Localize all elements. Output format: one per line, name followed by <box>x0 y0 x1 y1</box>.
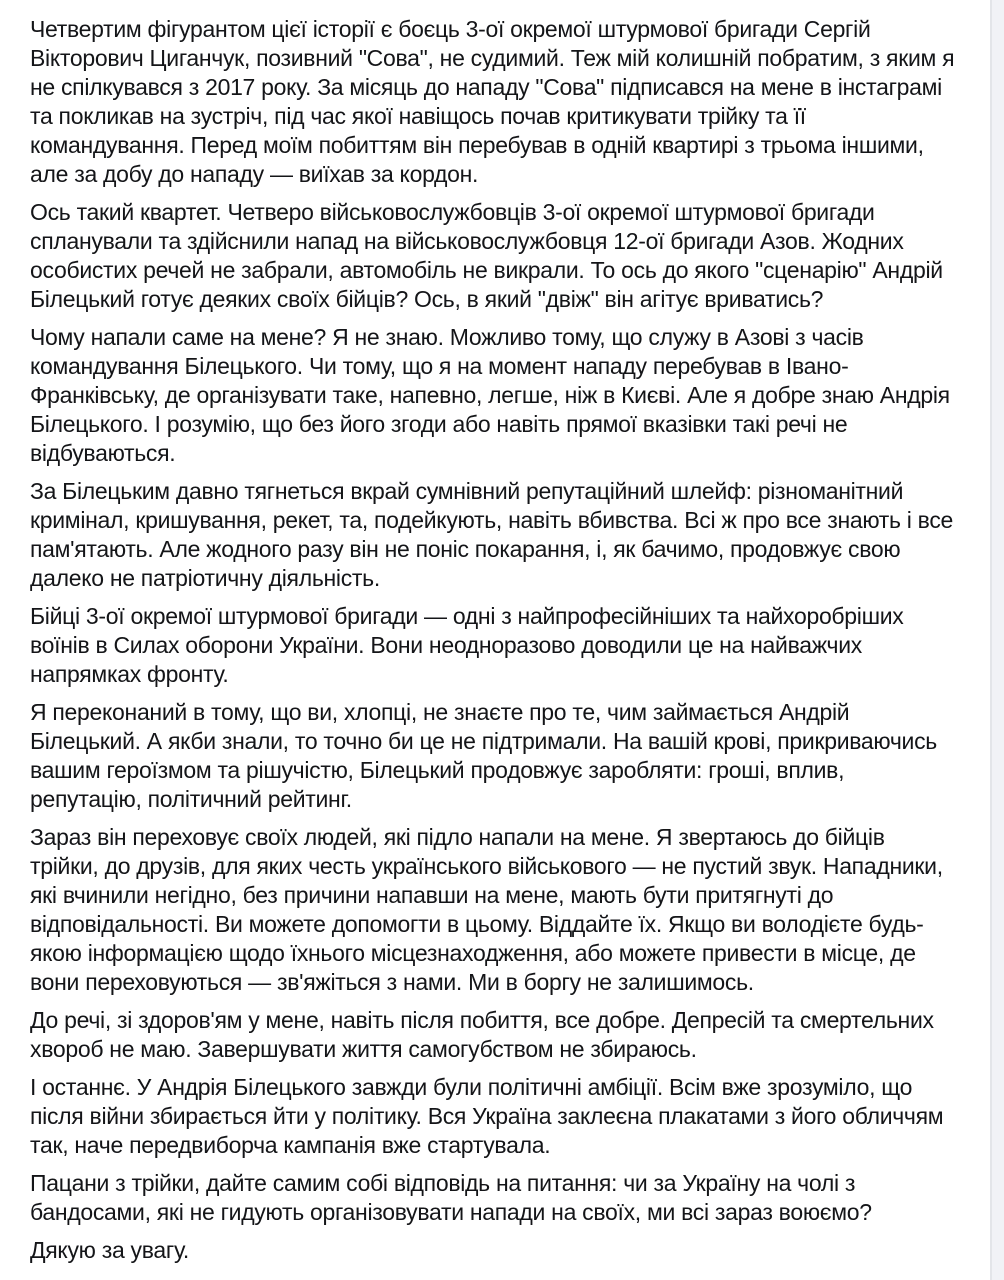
post-paragraph: Ось такий квартет. Четверо військовослужбовців 3-ої окремої штурмової бригади спланували та здійснили напад на військовослужбовця 12-ої бригади Азов. Жодних особистих речей не забрали, автомобіль не викрали. То ось до якого "сценарію" Андрій Білецький готує деяких своїх бійців? Ось, в який "двіж" він агітує вриватись? <box>30 199 943 312</box>
post-paragraph: Зараз він переховує своїх людей, які підло напали на мене. Я звертаюсь до бійців трійки, до друзів, для яких честь українського військового — не пустий звук. Нападники, які вчинили негідно, без причини напавши на мене, мають бути притягнуті до відповідальності. Ви можете допомогти в цьому. Віддайте їх. Якщо ви володієте будь-якою інформацією щодо їхнього місцезнаходження, або можете привести в місце, де вони переховуються — зв'яжіться з нами. Ми в боргу не залишимось. <box>30 824 943 995</box>
post-paragraph: За Білецьким давно тягнеться вкрай сумнівний репутаційний шлейф: різноманітний кримінал, кришування, рекет, та, подейкують, навіть вбивства. Всі ж про все знають і все пам'ятають. Але жодного разу він не поніс покарання, і, як бачимо, продовжує свою далеко не патріотичну діяльність. <box>30 478 954 591</box>
right-panel-edge <box>990 0 1004 1280</box>
post-paragraph: Дякую за увагу. <box>30 1237 189 1263</box>
post-paragraph: Я переконаний в тому, що ви, хлопці, не знаєте про те, чим займається Андрій Білецький. А якби знали, то точно би це не підтримали. На вашій крові, прикриваючись вашим героїзмом та рішучістю, Білецький продовжує заробляти: гроші, вплив, репутацію, політичний рейтинг. <box>30 699 937 812</box>
post-paragraph: І останнє. У Андрія Білецького завжди були політичні амбіції. Всім вже зрозуміло, що після війни збирається йти у політику. Вся Україна заклеєна плакатами з його обличчям так, наче передвиборча кампанія вже стартувала. <box>30 1074 944 1158</box>
post-paragraph: Четвертим фігурантом цієї історії є боєць 3-ої окремої штурмової бригади Сергій Вікторович Циганчук, позивний "Сова", не судимий. Теж мій колишній побратим, з яким я не спілкувався з 2017 року. За місяць до нападу "Сова" підписався на мене в інстаграмі та покликав на зустріч, під час якої навіщось почав критикувати трійку та її командування. Перед моїм побиттям він перебував в одній квартирі з трьома іншими, але за добу до нападу — виїхав за кордон. <box>30 16 955 187</box>
post-paragraph: До речі, зі здоров'ям у мене, навіть після побиття, все добре. Депресій та смертельних хвороб не маю. Завершувати життя самогубством не збираюсь. <box>30 1007 934 1062</box>
post-paragraph: Чому напали саме на мене? Я не знаю. Можливо тому, що служу в Азові з часів командування Білецького. Чи тому, що я на момент нападу перебував в Івано-Франківську, де організувати таке, напевно, легше, ніж в Києві. Але я добре знаю Андрія Білецького. І розумію, що без його згоди або навіть прямої вказівки такі речі не відбуваються. <box>30 324 950 466</box>
post-paragraph: Бійці 3-ої окремої штурмової бригади — одні з найпрофесійніших та найхоробріших воїнів в Силах оборони України. Вони неодноразово доводили це на найважчих напрямках фронту. <box>30 603 904 687</box>
post-paragraph: Пацани з трійки, дайте самим собі відповідь на питання: чи за Україну на чолі з бандосами, які не гидують організовувати напади на своїх, ми всі зараз воюємо? <box>30 1170 872 1225</box>
